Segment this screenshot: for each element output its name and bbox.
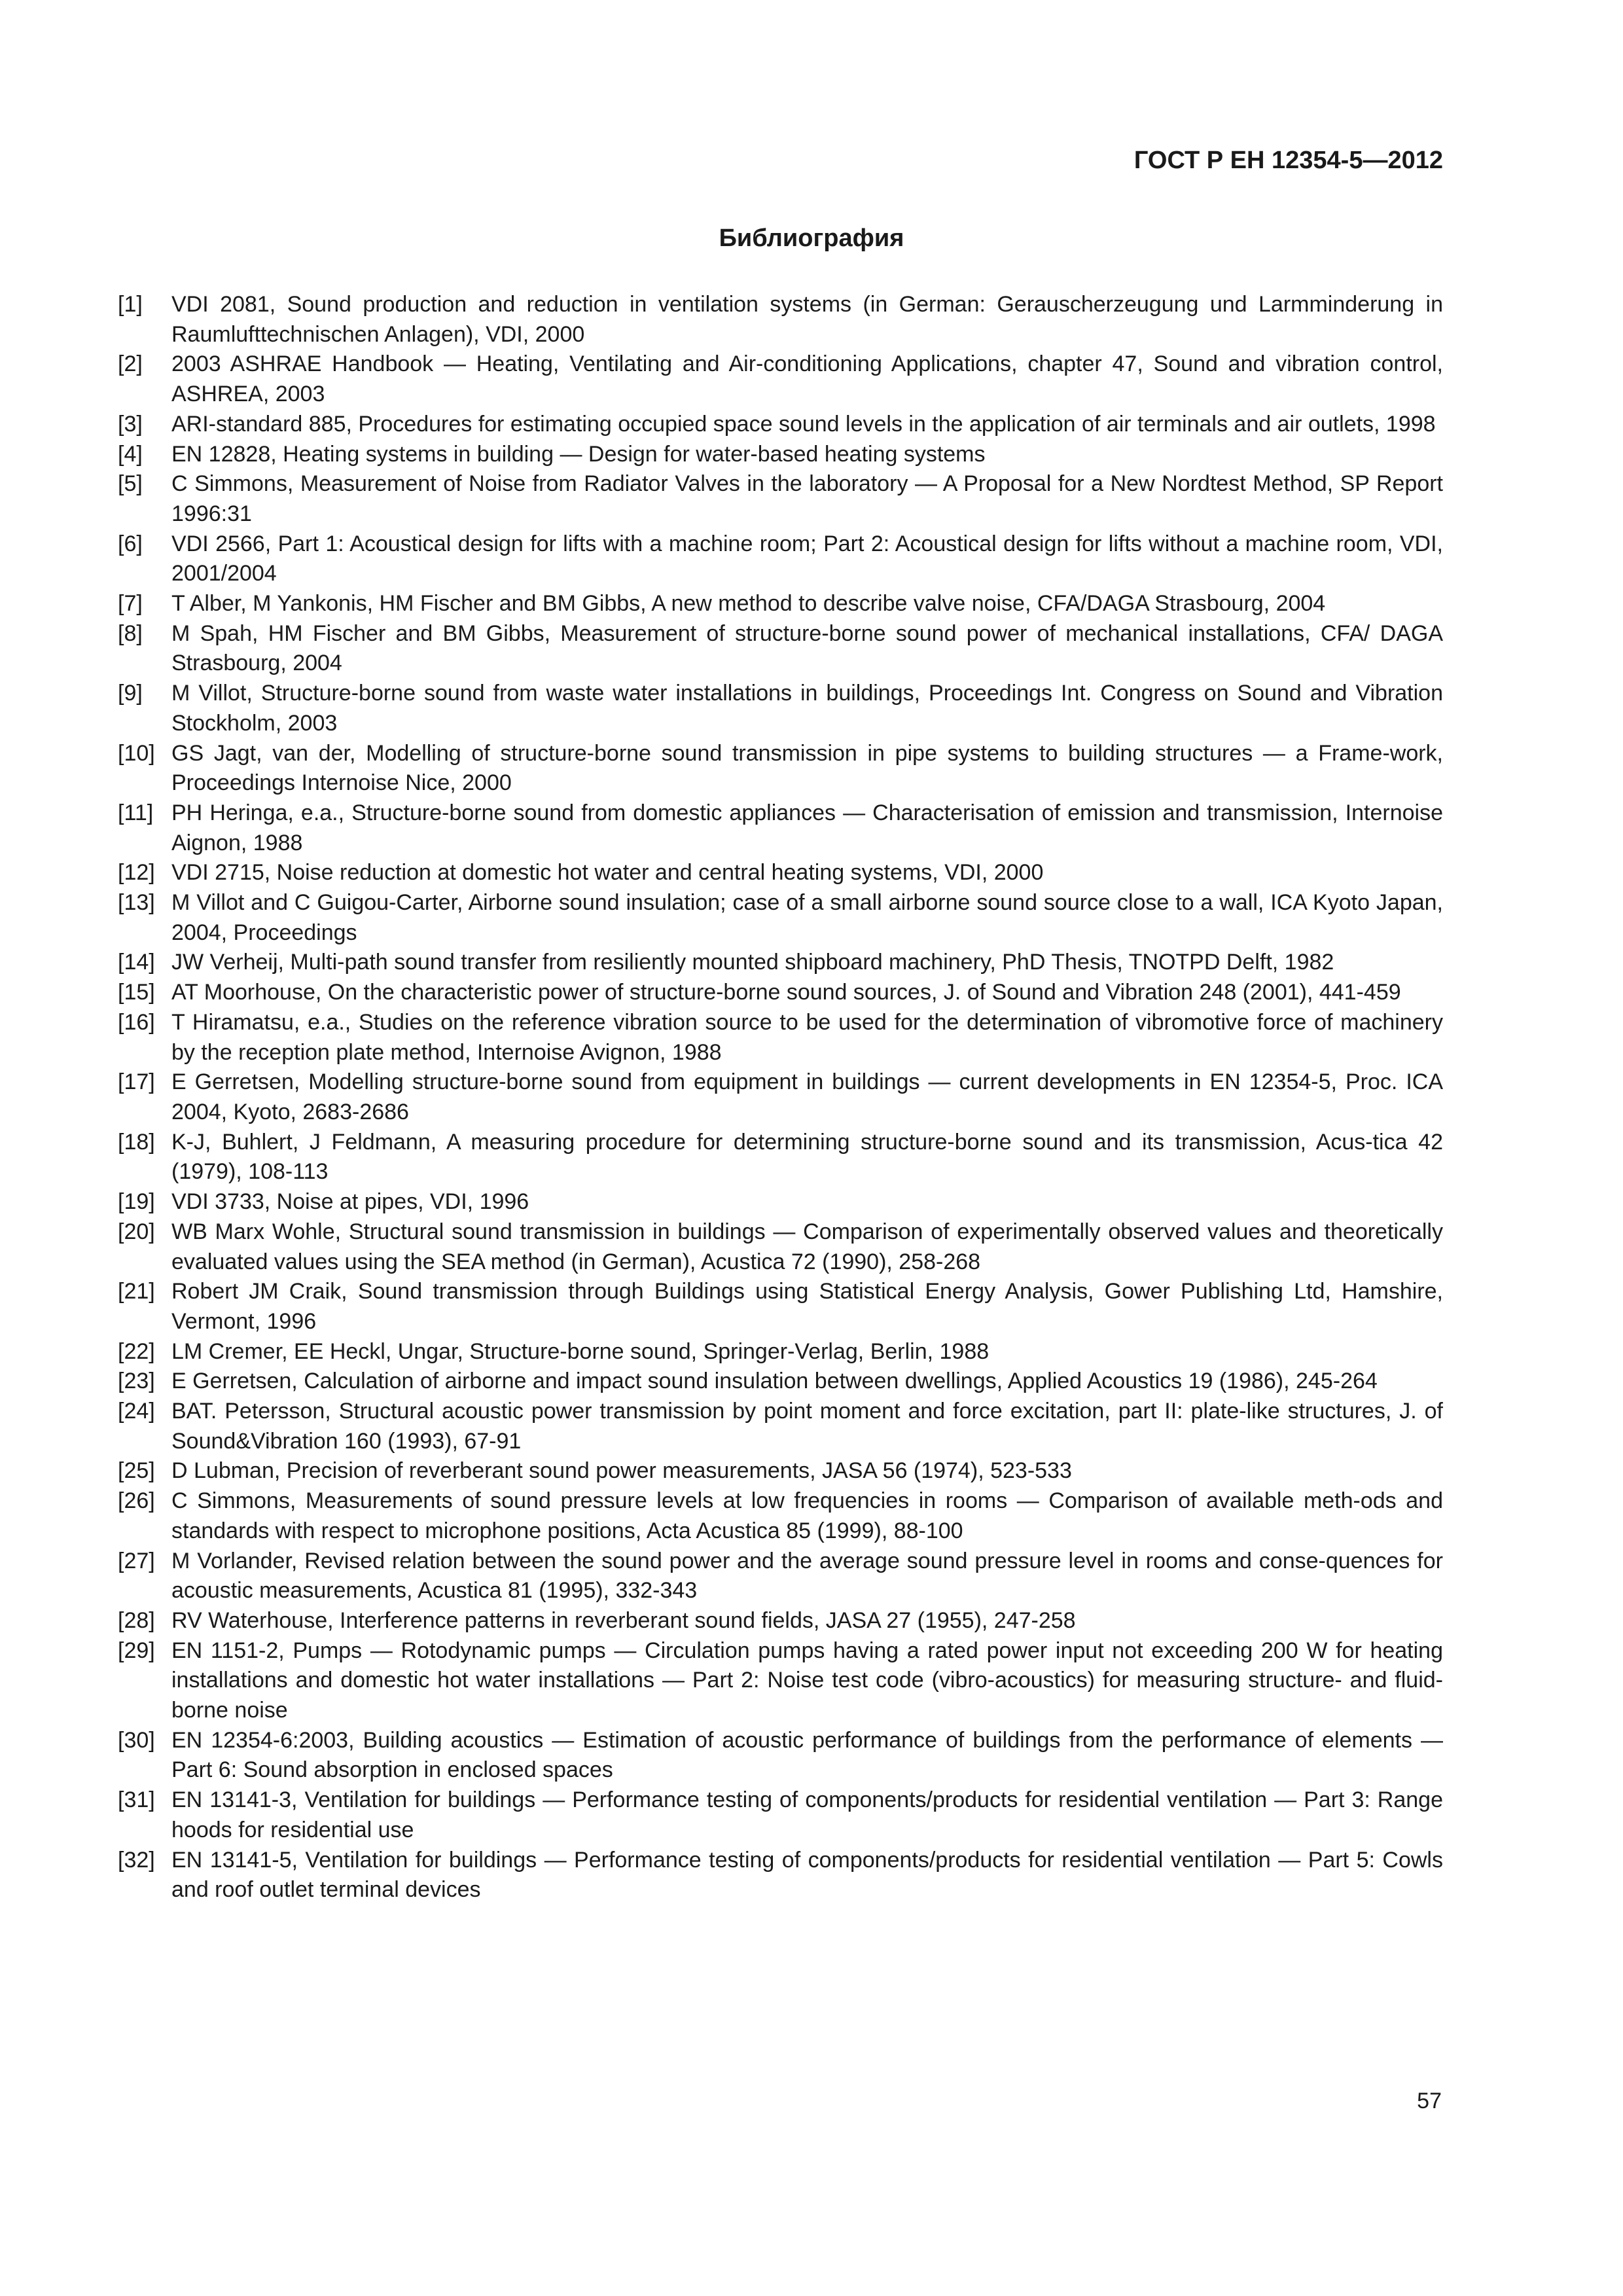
bibliography-item: [118, 1726, 1443, 1785]
page-title: Библиография: [719, 224, 904, 252]
reference-number: [19]: [118, 1189, 155, 1215]
reference-text: M Spah, HM Fischer and BM Gibbs, Measurement of structure-borne sound power of mechanical installations, CFA/ DAGA Strasbourg, 2004: [171, 620, 1443, 676]
reference-number: [5]: [118, 471, 143, 497]
bibliography-item: [118, 798, 1443, 858]
bibliography-item: [118, 948, 1443, 978]
reference-text: M Villot, Structure-borne sound from waste water installations in buildings, Proceedings Int. Congress on Sound and Vibration Stockholm, 2003: [171, 681, 1443, 736]
reference-number: [22]: [118, 1338, 155, 1364]
reference-number: [20]: [118, 1219, 155, 1244]
reference-text: VDI 2566, Part 1: Acoustical design for lifts with a machine room; Part 2: Acoustical design for lifts without a machine room, VDI, 2001/2004: [171, 531, 1443, 586]
bibliography-item: [118, 440, 1443, 470]
reference-number: [9]: [118, 681, 143, 706]
reference-text: JW Verheij, Multi-path sound transfer from resiliently mounted shipboard machinery, PhD Thesis, TNOTPD Delft, 1982: [171, 950, 1334, 975]
reference-number: [11]: [118, 800, 154, 825]
reference-number: [2]: [118, 351, 143, 377]
reference-text: WB Marx Wohle, Structural sound transmission in buildings — Comparison of experimentally observed values and theoretically evaluated values using the SEA method (in German), Acustica 72 (1990), 258-268: [171, 1219, 1443, 1274]
reference-number: [29]: [118, 1638, 155, 1663]
bibliography-item: [118, 1846, 1443, 1905]
bibliography-item: [118, 858, 1443, 888]
reference-text: T Alber, M Yankonis, HM Fischer and BM Gibbs, A new method to describe valve noise, CFA/DAGA Strasbourg, 2004: [171, 591, 1326, 617]
reference-number: [8]: [118, 620, 143, 646]
reference-number: [27]: [118, 1548, 155, 1573]
reference-number: [25]: [118, 1458, 155, 1484]
reference-text: E Gerretsen, Modelling structure-borne sound from equipment in buildings — current developments in EN 12354-5, Proc. ICA 2004, Kyoto, 2683-2686: [171, 1069, 1443, 1124]
bibliography-item: [118, 410, 1443, 440]
bibliography-item: [118, 1397, 1443, 1456]
bibliography-item: [118, 1008, 1443, 1067]
bibliography-item: [118, 1067, 1443, 1127]
bibliography-item: [118, 1367, 1443, 1397]
bibliography-item: [118, 739, 1443, 798]
reference-text: EN 12828, Heating systems in building — Design for water-based heating systems: [171, 441, 986, 467]
reference-text: C Simmons, Measurement of Noise from Radiator Valves in the laboratory — A Proposal for a New Nordtest Method, SP Report 1996:31: [171, 471, 1443, 526]
bibliography-item: [118, 1277, 1443, 1336]
bibliography-item: [118, 1547, 1443, 1606]
reference-number: [21]: [118, 1279, 155, 1304]
bibliography-item: [118, 1187, 1443, 1217]
reference-number: [13]: [118, 890, 155, 916]
bibliography-item: [118, 978, 1443, 1008]
document-code-header: ГОСТ Р ЕН 12354-5—2012: [1133, 147, 1443, 174]
reference-text: AT Moorhouse, On the characteristic power of structure-borne sound sources, J. of Sound and Vibration 248 (2001), 441-459: [171, 980, 1401, 1005]
reference-number: [3]: [118, 411, 143, 437]
reference-text: LM Cremer, EE Heckl, Ungar, Structure-borne sound, Springer-Verlag, Berlin, 1988: [171, 1338, 990, 1364]
reference-text: GS Jagt, van der, Modelling of structure-borne sound transmission in pipe systems to building structures — a Frame-work, Proceedings Internoise Nice, 2000: [171, 740, 1443, 796]
reference-number: [16]: [118, 1009, 155, 1035]
reference-text: BAT. Petersson, Structural acoustic power transmission by point moment and force excitation, part II: plate-like structures, J. of Sound&Vibration 160 (1993), 67-91: [171, 1399, 1443, 1454]
bibliography-item: [118, 1636, 1443, 1726]
reference-text: C Simmons, Measurements of sound pressure levels at low frequencies in rooms — Comparison of available meth-ods and standards with respect to microphone positions, Acta Acustica 85 (1999), 88-100: [171, 1488, 1443, 1543]
bibliography-item: [118, 1128, 1443, 1187]
bibliography-item: [118, 469, 1443, 529]
reference-text: D Lubman, Precision of reverberant sound power measurements, JASA 56 (1974), 523-533: [171, 1458, 1072, 1484]
bibliography-item: [118, 619, 1443, 679]
reference-number: [32]: [118, 1847, 155, 1873]
page-number: 57: [1417, 2089, 1442, 2113]
bibliography-item: [118, 679, 1443, 738]
reference-text: M Villot and C Guigou-Carter, Airborne sound insulation; case of a small airborne sound source close to a wall, ICA Kyoto Japan, 2004, Proceedings: [171, 890, 1443, 945]
bibliography-item: [118, 1486, 1443, 1546]
reference-number: [26]: [118, 1488, 155, 1514]
reference-number: [17]: [118, 1069, 155, 1095]
reference-number: [10]: [118, 740, 155, 766]
reference-text: K-J, Buhlert, J Feldmann, A measuring procedure for determining structure-borne sound and its transmission, Acus-tica 42 (1979), 108-113: [171, 1129, 1443, 1185]
bibliography-item: [118, 589, 1443, 619]
reference-text: M Vorlander, Revised relation between the sound power and the average sound pressure level in rooms and conse-quences for acoustic measurements, Acustica 81 (1995), 332-343: [171, 1548, 1443, 1604]
reference-text: EN 13141-5, Ventilation for buildings — Performance testing of components/products for residential ventilation — Part 5: Cowls and roof outlet terminal devices: [171, 1847, 1443, 1903]
reference-text: RV Waterhouse, Interference patterns in reverberant sound fields, JASA 27 (1955), 247-258: [171, 1607, 1076, 1633]
reference-text: VDI 2081, Sound production and reduction in ventilation systems (in German: Gerauscherzeugung und Larmminderung in Raumlufttechnischen Anlagen), VDI, 2000: [171, 292, 1443, 347]
reference-number: [15]: [118, 980, 155, 1005]
reference-number: [12]: [118, 860, 155, 886]
reference-number: [28]: [118, 1607, 155, 1633]
reference-text: T Hiramatsu, e.a., Studies on the reference vibration source to be used for the determination of vibromotive force of machinery by the reception plate method, Internoise Avignon, 1988: [171, 1009, 1443, 1065]
reference-number: [31]: [118, 1787, 155, 1813]
reference-number: [4]: [118, 441, 143, 467]
reference-number: [6]: [118, 531, 143, 556]
bibliography-item: [118, 290, 1443, 350]
reference-text: VDI 2715, Noise reduction at domestic hot water and central heating systems, VDI, 2000: [171, 860, 1044, 886]
reference-number: [14]: [118, 950, 155, 975]
bibliography-item: [118, 1456, 1443, 1486]
bibliography-item: [118, 888, 1443, 948]
bibliography-item: [118, 1606, 1443, 1636]
reference-text: E Gerretsen, Calculation of airborne and impact sound insulation between dwellings, Applied Acoustics 19 (1986), 245-264: [171, 1369, 1378, 1394]
reference-number: [30]: [118, 1727, 155, 1753]
reference-text: PH Heringa, e.a., Structure-borne sound from domestic appliances — Characterisation of emission and transmission, Internoise Aignon, 1988: [171, 800, 1443, 855]
reference-text: Robert JM Craik, Sound transmission through Buildings using Statistical Energy Analysis, Gower Publishing Ltd, Hamshire, Vermont, 1996: [171, 1279, 1443, 1334]
reference-number: [24]: [118, 1399, 155, 1424]
reference-number: [1]: [118, 292, 143, 317]
bibliography-item: [118, 1217, 1443, 1277]
reference-text: EN 12354-6:2003, Building acoustics — Estimation of acoustic performance of buildings from the performance of elements — Part 6: Sound absorption in enclosed spaces: [171, 1727, 1443, 1783]
bibliography-item: [118, 529, 1443, 589]
reference-text: EN 13141-3, Ventilation for buildings — Performance testing of components/products for residential ventilation — Part 3: Range hoods for residential use: [171, 1787, 1443, 1842]
reference-text: EN 1151-2, Pumps — Rotodynamic pumps — Circulation pumps having a rated power input not exceeding 200 W for heating installations and domestic hot water installations — Part 2: Noise test code (vibro-acoustics) for measuring structure- and fluid-borne noise: [171, 1638, 1443, 1723]
bibliography-item: [118, 1785, 1443, 1845]
reference-number: [18]: [118, 1129, 155, 1155]
reference-number: [23]: [118, 1369, 155, 1394]
reference-text: ARI-standard 885, Procedures for estimating occupied space sound levels in the application of air terminals and air outlets, 1998: [171, 411, 1436, 437]
bibliography-list: [118, 290, 1443, 1905]
reference-text: 2003 ASHRAE Handbook — Heating, Ventilating and Air-conditioning Applications, chapter 47, Sound and vibration control, ASHREA, 2003: [171, 351, 1443, 407]
reference-number: [7]: [118, 591, 143, 617]
bibliography-item: [118, 1337, 1443, 1367]
reference-text: VDI 3733, Noise at pipes, VDI, 1996: [171, 1189, 529, 1215]
bibliography-item: [118, 350, 1443, 409]
